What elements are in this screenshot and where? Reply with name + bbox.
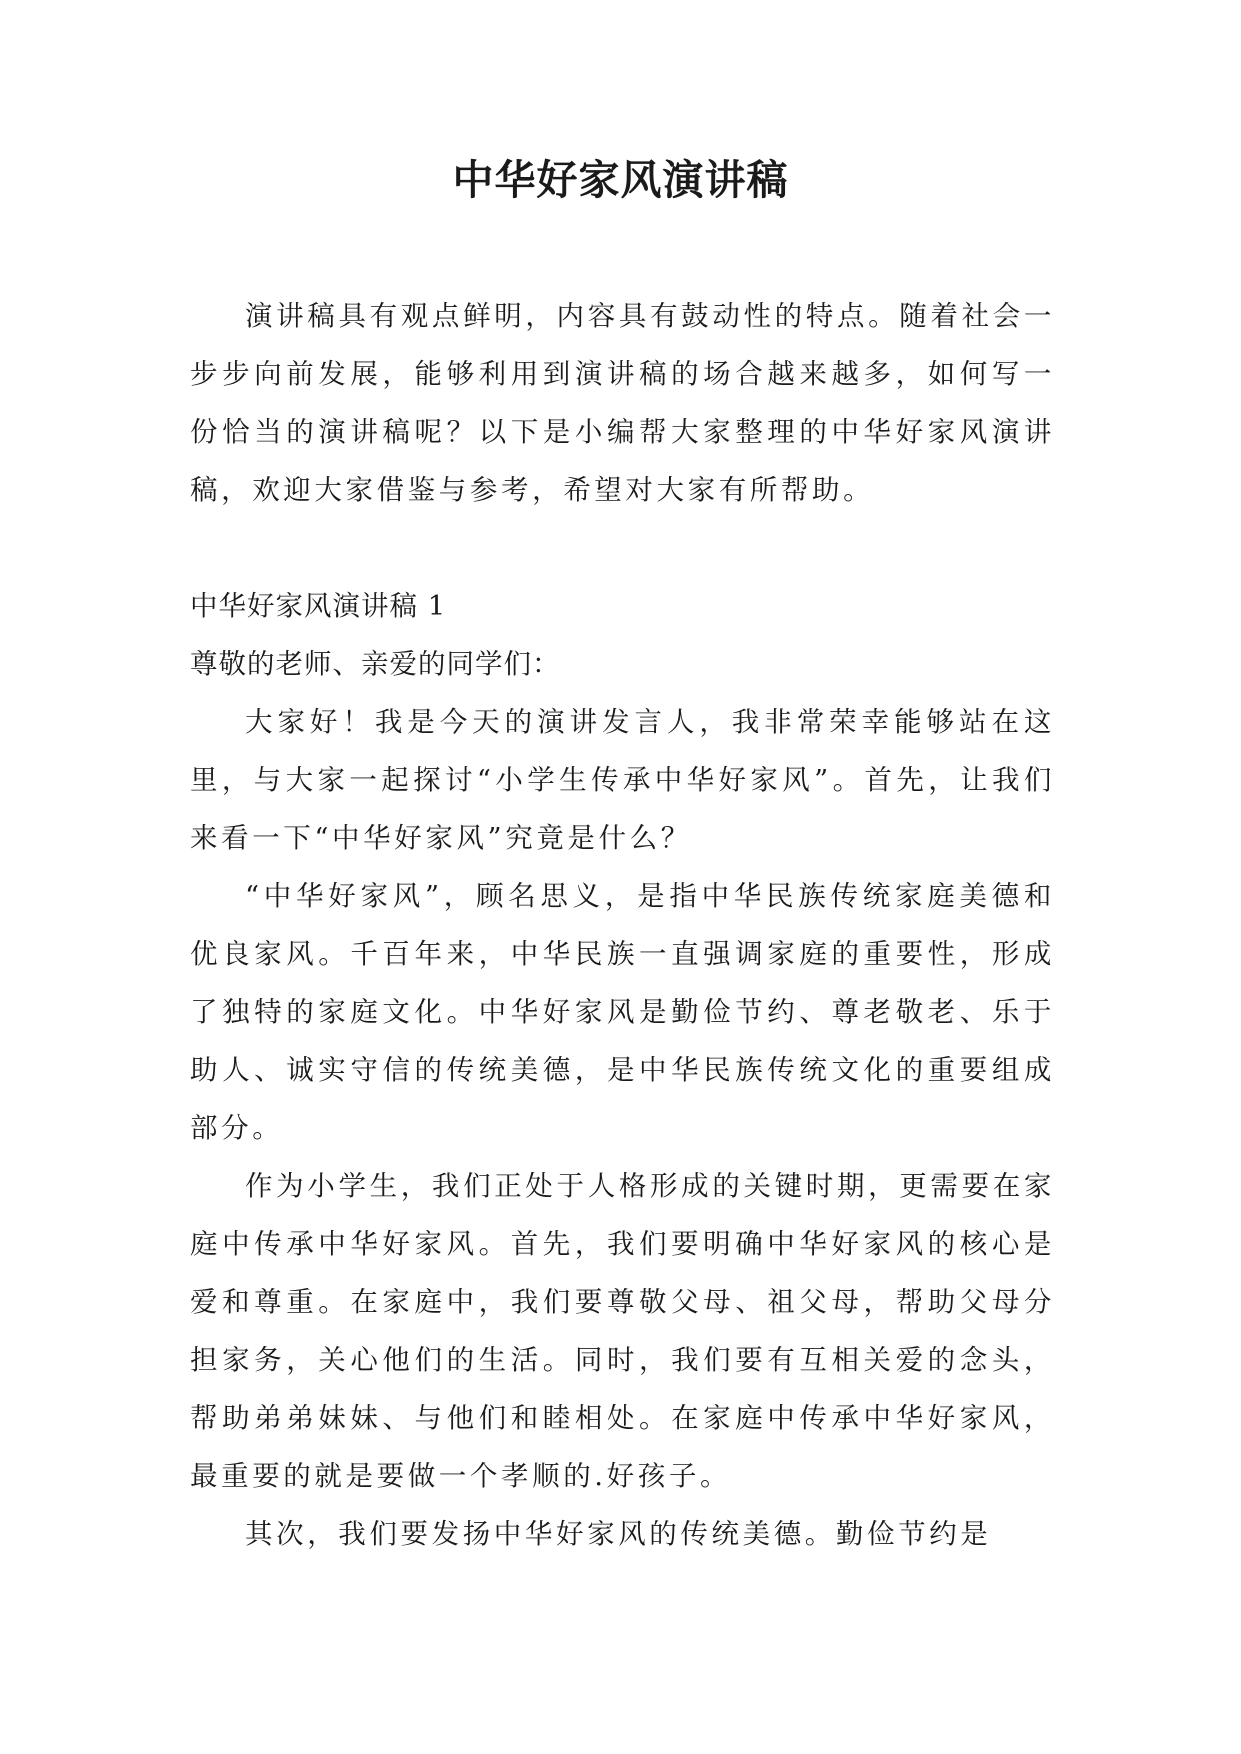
body-paragraph-2: “中华好家风”，顾名思义，是指中华民族传统家庭美德和优良家风。千百年来，中华民族一直强调家庭的重要性，形成了独特的家庭文化。中华好家风是勤俭节约、尊老敬老、乐于助人、诚实守信的传统美德，是中华民族传统文化的重要组成部分。 [190,880,1055,1144]
intro-paragraph: 演讲稿具有观点鲜明，内容具有鼓动性的特点。随着社会一步步向前发展，能够利用到演讲稿的场合越来越多，如何写一份恰当的演讲稿呢？以下是小编帮大家整理的中华好家风演讲稿，欢迎大家借鉴与参考，希望对大家有所帮助。 [190,300,1055,506]
body-paragraph-1: 大家好！我是今天的演讲发言人，我非常荣幸能够站在这里，与大家一起探讨“小学生传承中华好家风”。首先，让我们来看一下“中华好家风”究竟是什么？ [190,706,1055,854]
intro-block [190,287,1055,519]
document-title: 中华好家风演讲稿 [452,156,789,204]
speech-section [190,577,1055,1563]
body-paragraph-3: 作为小学生，我们正处于人格形成的关键时期，更需要在家庭中传承中华好家风。首先，我们要明确中华好家风的核心是爱和尊重。在家庭中，我们要尊敬父母、祖父母，帮助父母分担家务，关心他们的生活。同时，我们要有互相关爱的念头，帮助弟弟妹妹、与他们和睦相处。在家庭中传承中华好家风，最重要的就是要做一个孝顺的.好孩子。 [190,1170,1055,1492]
salutation: 尊敬的老师、亲爱的同学们： [190,648,561,680]
section-heading: 中华好家风演讲稿 1 [190,590,447,622]
body-paragraph-4: 其次，我们要发扬中华好家风的传统美德。勤俭节约是 [245,1518,992,1550]
